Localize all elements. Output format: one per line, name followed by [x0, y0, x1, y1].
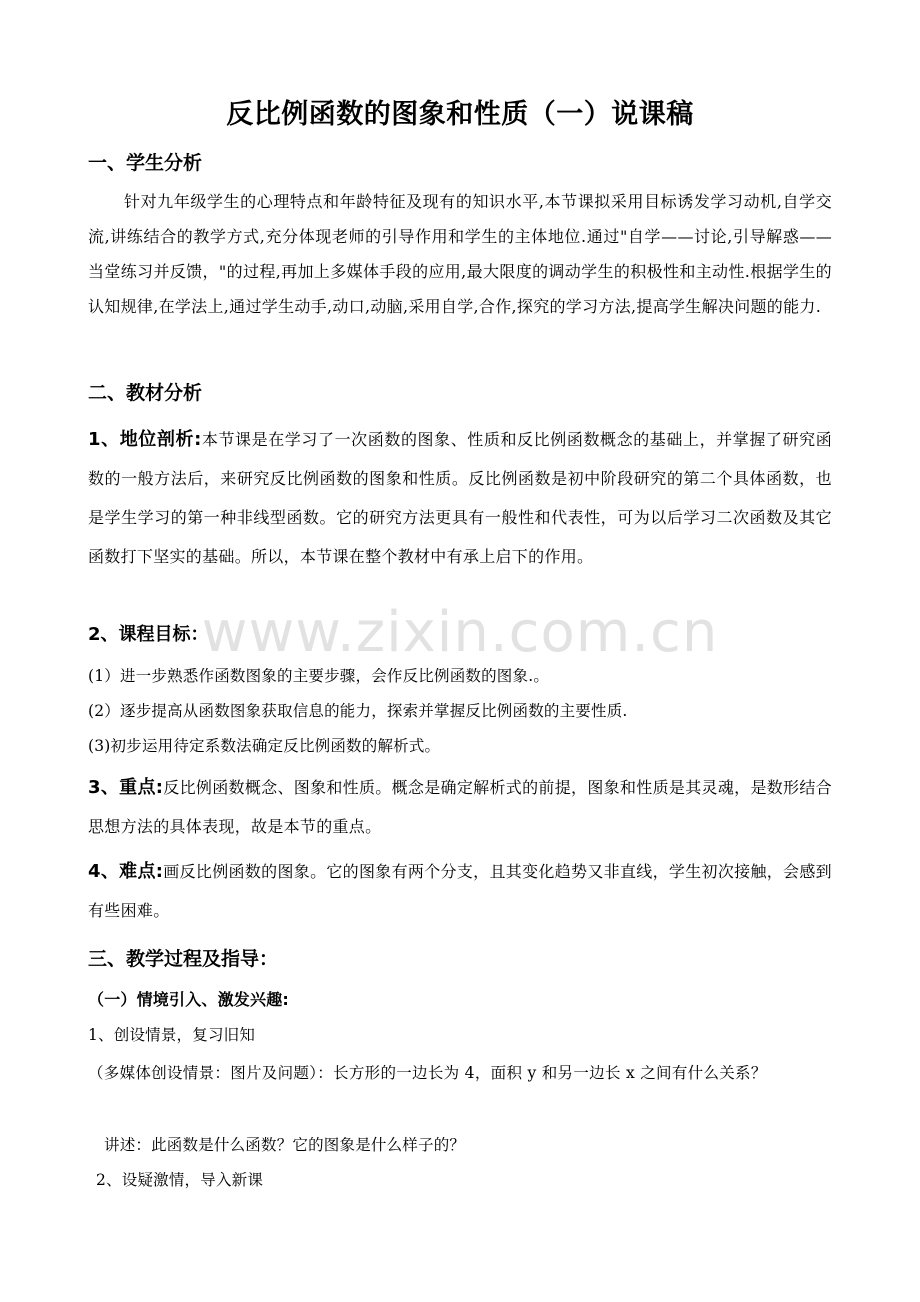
- student-analysis-paragraph: 针对九年级学生的心理特点和年龄特征及现有的知识水平,本节课拟采用目标诱发学习动机,自学交流,讲练结合的教学方式,充分体现老师的引导作用和学生的主体地位.通过"自学——讨论,引导解惑——当堂练习并反馈，"的过程,再加上多媒体手段的应用,最大限度的调动学生的积极性和主动性.根据学生的认知规律,在学法上,通过学生动手,动口,动脑,采用自学,合作,探究的学习方法,提高学生解决问题的能力.: [88, 192, 832, 316]
- difficulty-label: 4、难点:: [88, 861, 164, 882]
- section-heading-student-analysis: 一、学生分析: [88, 152, 203, 174]
- position-analysis-label: 1、地位剖析:: [88, 429, 202, 450]
- difficulty-text: 画反比例函数的图象。它的图象有两个分支，且其变化趋势又非直线，学生初次接触，会感到有些困难。: [88, 862, 832, 920]
- page-title: 反比例函数的图象和性质（一）说课稿: [226, 99, 694, 130]
- goal-item-3: (3)初步运用待定系数法确定反比例函数的解析式。: [88, 737, 441, 755]
- goal-item-1: (1）进一步熟悉作函数图象的主要步骤，会作反比例函数的图象.。: [88, 667, 550, 685]
- position-analysis-text: 本节课是在学习了一次函数的图象、性质和反比例函数概念的基础上，并掌握了研究函数的一般方法后，来研究反比例函数的图象和性质。反比例函数是初中阶段研究的第二个具体函数，也是学生学习的第一种非线型函数。它的研究方法更具有一般性和代表性，可为以后学习二次函数及其它函数打下坚实的基础。所以，本节课在整个教材中有承上启下的作用。: [88, 430, 833, 566]
- narration-line: 讲述：此函数是什么函数？它的图象是什么样子的？: [104, 1136, 466, 1154]
- key-point-text: 反比例函数概念、图象和性质。概念是确定解析式的前提，图象和性质是其灵魂，是数形结合思想方法的具体表现，故是本节的重点。: [88, 778, 832, 836]
- scenario-paragraph: （多媒体创设情景：图片及问题）：长方形的一边长为 4，面积 y 和另一边长 x 之间有什么关系？: [88, 1064, 767, 1082]
- section-heading-teaching-process: 三、教学过程及指导：: [88, 948, 279, 970]
- step-2-label: 2、设疑激情，导入新课: [96, 1171, 264, 1189]
- subsection-scenario-intro: （一）情境引入、激发兴趣:: [88, 990, 289, 1009]
- key-point-paragraph: [88, 768, 832, 846]
- position-analysis-paragraph: [88, 420, 832, 576]
- step-1-label: 1、创设情景，复习旧知: [88, 1026, 256, 1044]
- difficulty-paragraph: [88, 852, 832, 930]
- section-heading-textbook-analysis: 二、教材分析: [88, 382, 203, 404]
- key-point-label: 3、重点:: [88, 777, 164, 798]
- course-goals-heading: 2、课程目标：: [88, 624, 209, 645]
- watermark: www.zixin.com.cn: [201, 600, 719, 665]
- goal-item-2: (2）逐步提高从函数图象获取信息的能力，探索并掌握反比例函数的主要性质.: [88, 702, 628, 720]
